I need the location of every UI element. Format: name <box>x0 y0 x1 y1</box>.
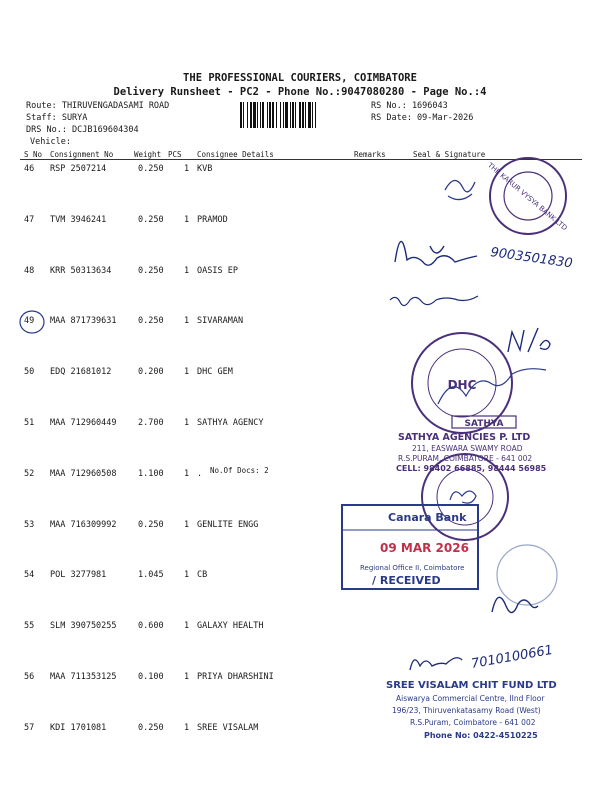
row-sno: 52 <box>24 468 35 479</box>
sv-addr2: 196/23, Thiruvenkatasamy Road (West) <box>392 706 541 715</box>
sv-title: SREE VISALAM CHIT FUND LTD <box>386 680 557 691</box>
row-consignment-no: MAA 716309992 <box>50 519 117 530</box>
row-sno: 53 <box>24 519 35 530</box>
row-consignment-no: KDI 1701081 <box>50 722 107 733</box>
canara-bank-stamp <box>342 505 478 589</box>
row-sno: 56 <box>24 672 35 682</box>
priya-signature <box>410 658 462 670</box>
dhc-stamp <box>412 333 512 433</box>
row-consignee: SREE VISALAM <box>197 722 259 733</box>
sree-visalam-stamp <box>386 680 557 740</box>
row-consignee: . <box>197 468 203 479</box>
document-title: THE PROFESSIONAL COURIERS, COIMBATORE <box>183 72 417 84</box>
row-consignee: PRAMOD <box>197 214 228 225</box>
row-pcs: 1 <box>184 214 190 225</box>
row-sno: 57 <box>24 722 35 733</box>
row-consignment-no: TVM 3946241 <box>50 214 107 225</box>
row-consignee: PRIYA DHARSHINI <box>197 672 274 682</box>
sathya-stamp-name: SATHYA AGENCIES P. LTD <box>398 432 531 443</box>
row-sno: 50 <box>24 367 35 378</box>
handwritten-phone-2: 7010100661 <box>470 642 555 672</box>
row-pcs: 1 <box>184 265 190 276</box>
row-pcs: 1 <box>184 418 190 428</box>
row-consignment-no: POL 3277981 <box>50 570 107 581</box>
row-pcs: 1 <box>184 570 190 581</box>
canara-date: 09 MAR 2026 <box>380 541 469 555</box>
row-weight: 0.250 <box>138 519 164 530</box>
row-weight: 2.700 <box>138 418 164 428</box>
sv-phone: Phone No: 0422-4510225 <box>424 731 538 740</box>
col-consignment: Consignment No <box>50 150 114 159</box>
row-sno: 48 <box>24 265 35 276</box>
row-weight: 1.045 <box>138 570 164 581</box>
row-consignee: OASIS EP <box>197 265 238 276</box>
col-weight: Weight <box>134 150 162 159</box>
row-sno: 49 <box>24 316 35 327</box>
row-49-circle-mark <box>20 311 44 333</box>
row-weight: 0.250 <box>138 316 164 327</box>
kvb-stamp <box>485 158 568 234</box>
rs-number: RS No.: 1696043 <box>371 101 448 111</box>
kvb-signature <box>445 180 475 199</box>
canara-office: Regional Office II, Coimbatore <box>360 564 465 572</box>
row-sno: 55 <box>24 621 35 632</box>
row-weight: 0.250 <box>138 164 164 174</box>
row-weight: 0.100 <box>138 672 164 682</box>
col-seal-signature: Seal & Signature <box>413 150 486 159</box>
row-sno: 54 <box>24 570 35 581</box>
vehicle-label: Vehicle: <box>30 137 71 147</box>
rs-date: RS Date: 09-Mar-2026 <box>371 113 474 123</box>
sathya-stamp-cell: CELL: 98402 66885, 98444 56985 <box>396 464 547 473</box>
galaxy-signature <box>492 597 538 612</box>
row-consignee: GENLITE ENGG <box>197 519 259 530</box>
sv-addr1: Aiswarya Commercial Centre, IInd Floor <box>396 694 545 703</box>
row-pcs: 1 <box>184 621 190 632</box>
sathya-stamp-addr1: 211, EASWARA SWAMY ROAD <box>412 444 523 453</box>
row-consignment-no: RSP 2507214 <box>50 164 107 174</box>
row-pcs: 1 <box>184 519 190 530</box>
canara-received: / RECEIVED <box>372 574 441 587</box>
sv-addr3: R.S.Puram, Coimbatore - 641 002 <box>410 718 536 727</box>
row-pcs: 1 <box>184 722 190 733</box>
row-pcs: 1 <box>184 164 190 174</box>
row-consignee: DHC GEM <box>197 367 233 378</box>
drs-number: DRS No.: DCJB169604304 <box>26 125 139 135</box>
sathya-stamp-title: SATHYA <box>464 419 504 429</box>
staff-label: Staff: SURYA <box>26 113 88 123</box>
row-consignee: SATHYA AGENCY <box>197 418 264 428</box>
row-weight: 0.250 <box>138 265 164 276</box>
row-weight: 1.100 <box>138 468 164 479</box>
row-consignee: GALAXY HEALTH <box>197 621 264 632</box>
row-pcs: 1 <box>184 672 190 682</box>
row-consignment-no: MAA 712960508 <box>50 468 117 479</box>
sathya-stamp <box>396 416 547 473</box>
row-weight: 0.600 <box>138 621 164 632</box>
row-weight: 0.250 <box>138 214 164 225</box>
pramod-signature <box>395 241 477 265</box>
row-pcs: 1 <box>184 468 190 479</box>
row-consignee: CB <box>197 570 208 581</box>
document-subtitle: Delivery Runsheet - PC2 - Phone No.:9047080280 - Page No.:4 <box>113 86 487 98</box>
handwritten-phone-1: 9003501830 <box>489 245 574 272</box>
sathya-stamp-addr2: R.S.PURAM, COIMBATORE - 641 002 <box>398 454 533 463</box>
row-consignee: SIVARAMAN <box>197 316 244 327</box>
row-consignment-no: SLM 390750255 <box>50 621 117 632</box>
row-consignment-no: KRR 50313634 <box>50 265 112 276</box>
np-initials <box>508 328 550 352</box>
col-sno: S No <box>24 150 43 159</box>
col-pcs: PCS <box>168 150 182 159</box>
oasis-signature <box>390 296 478 306</box>
row-consignment-no: MAA 711353125 <box>50 672 117 682</box>
row-sno: 51 <box>24 418 35 428</box>
kvb-stamp-text: THE KARUR VYSYA BANK LTD <box>486 161 569 233</box>
row-consignment-no: EDQ 21681012 <box>50 367 112 378</box>
row-weight: 0.200 <box>138 367 164 378</box>
row-consignment-no: MAA 871739631 <box>50 316 117 327</box>
col-consignee: Consignee Details <box>197 150 274 159</box>
row-sno: 47 <box>24 214 35 225</box>
col-remarks: Remarks <box>354 150 386 159</box>
row-pcs: 1 <box>184 316 190 327</box>
row-pcs: 1 <box>184 367 190 378</box>
docs-count-note: No.Of Docs: 2 <box>210 466 269 475</box>
row-weight: 0.250 <box>138 722 164 733</box>
route-label: Route: THIRUVENGADASAMI ROAD <box>26 101 170 111</box>
canara-bank-name: Canara Bank <box>388 511 467 524</box>
dhc-stamp-text: DHC <box>447 378 477 392</box>
genlite-signature <box>450 491 476 503</box>
row-consignment-no: MAA 712960449 <box>50 418 117 428</box>
faint-round-stamp <box>497 545 557 605</box>
row-sno: 46 <box>24 164 35 174</box>
row-consignee: KVB <box>197 164 213 174</box>
